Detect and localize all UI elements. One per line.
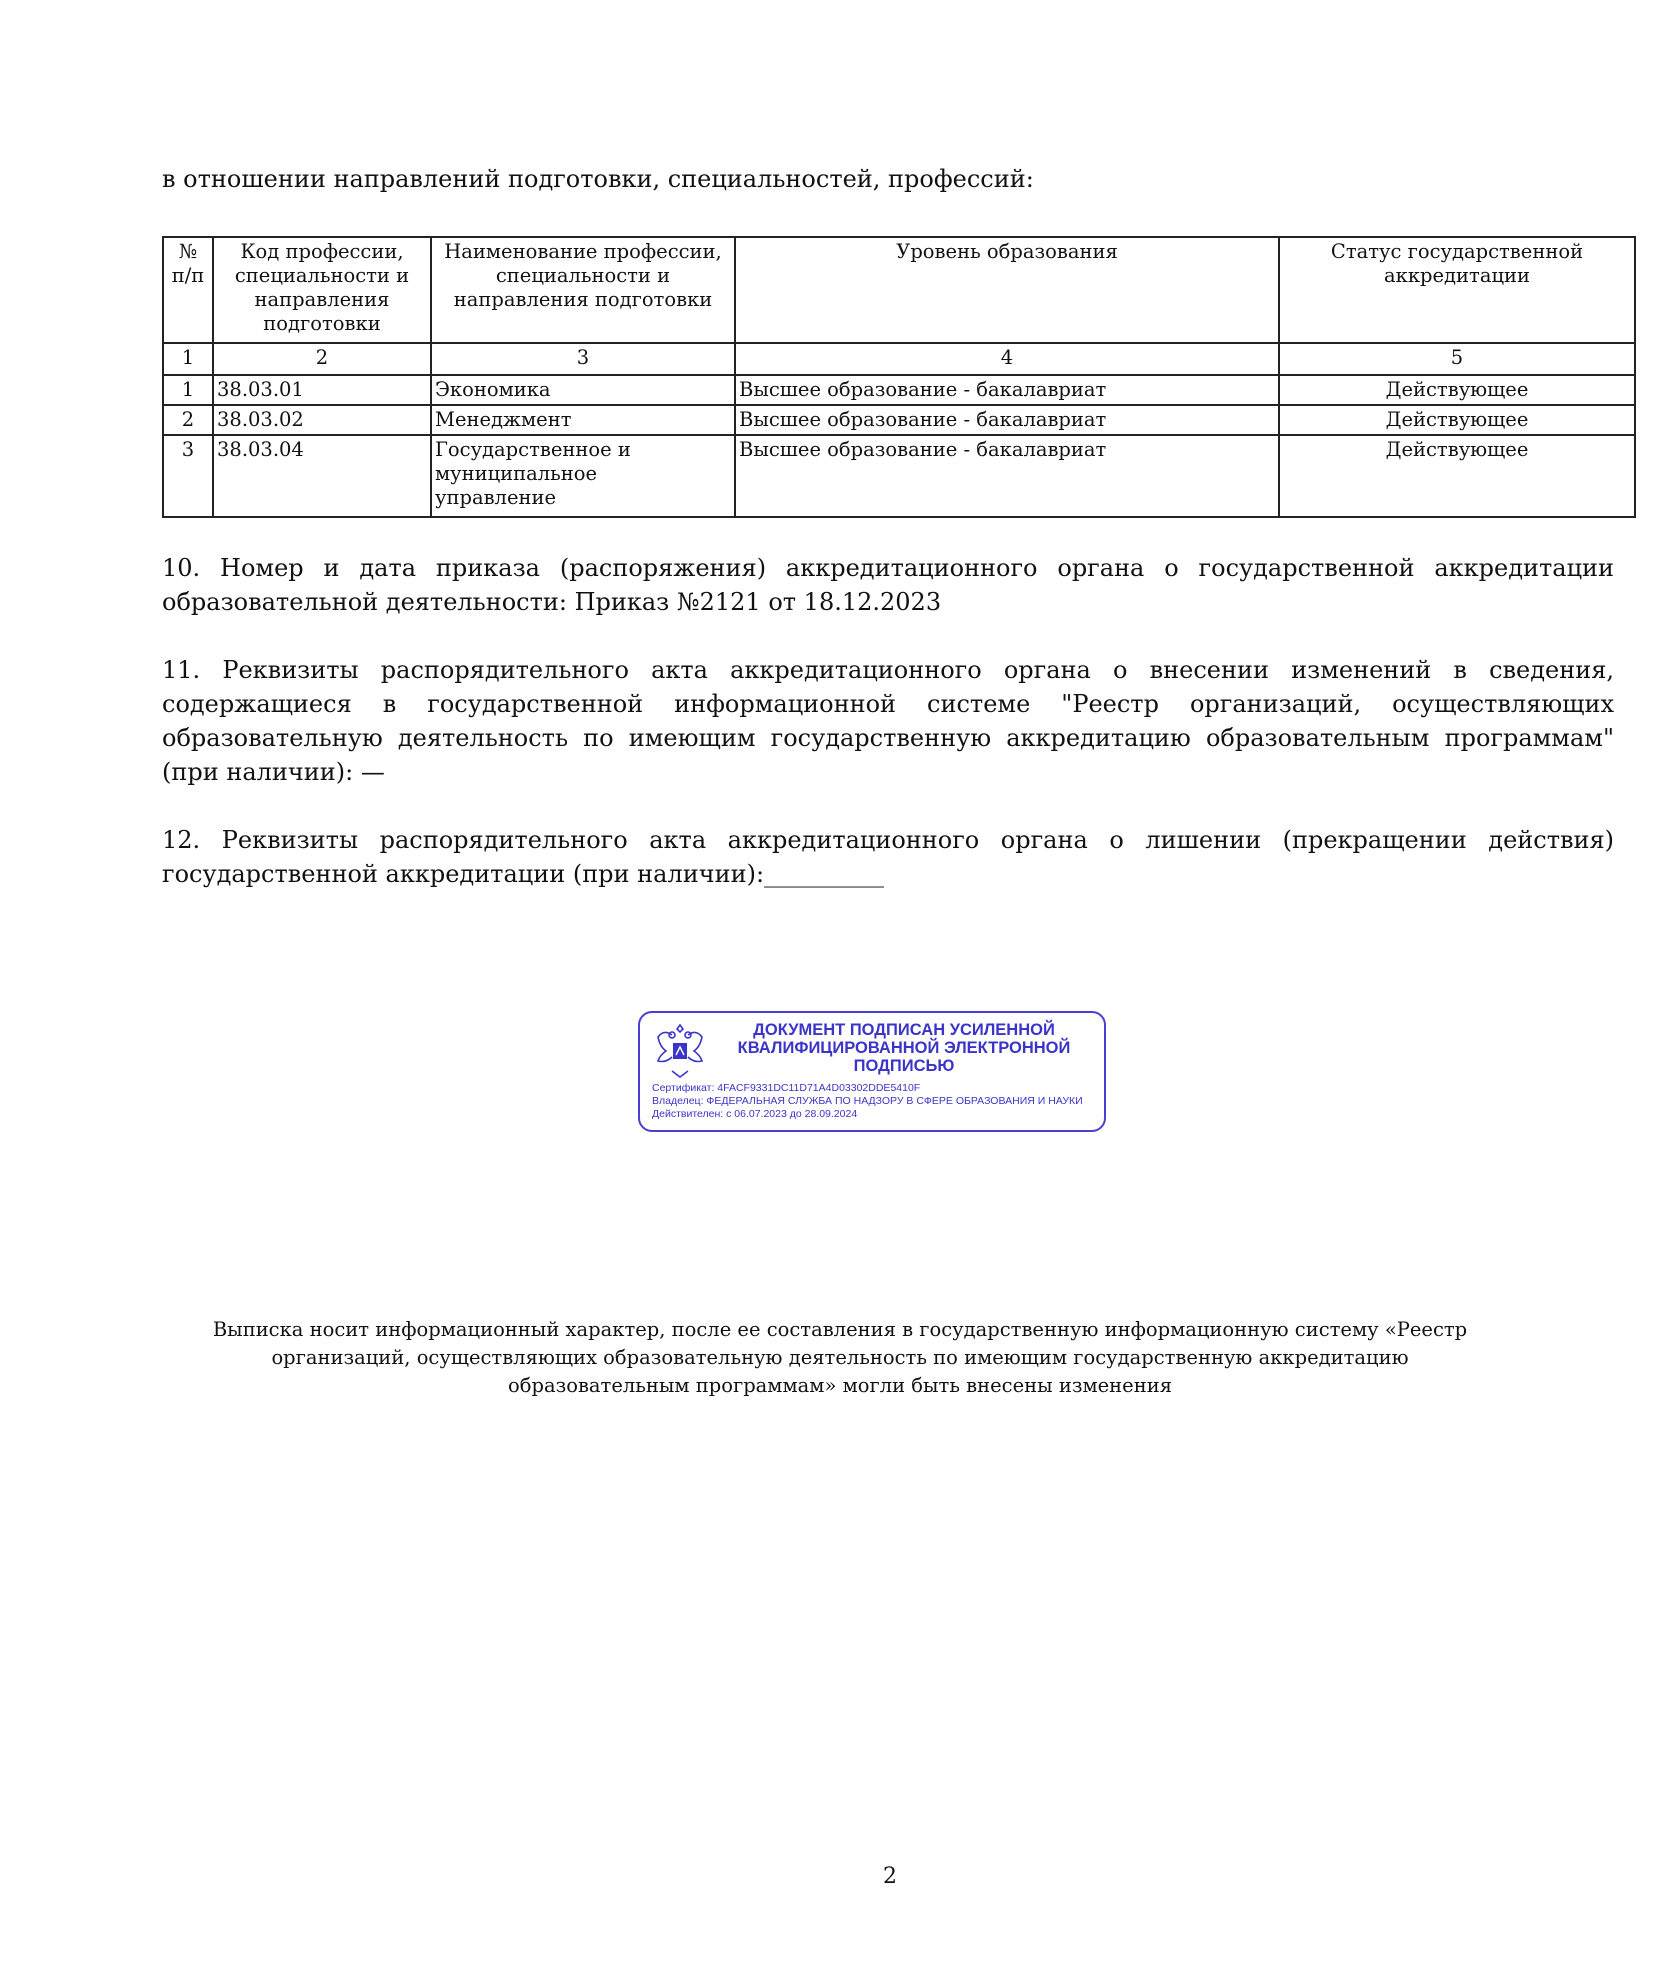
paragraph-11: 11. Реквизиты распорядительного акта аккредитационного органа о внесении изменений в сведения, содержащиеся в государственной информационной системе "Реестр организаций, осуществляющих образовательную деятельность по имеющим государственную аккредитацию образовательным программам" (при наличии): — (162, 656, 1614, 786)
header-code: Код профессии, специальности и направления подготовки (213, 237, 431, 343)
paragraph-10: 10. Номер и дата приказа (распоряжения) аккредитационного органа о государственной аккредитации образовательной деятельности: Приказ №2121 от 18.12.2023 (162, 554, 1614, 616)
header-level: Уровень образования (735, 237, 1279, 343)
coat-of-arms-icon (652, 1021, 708, 1081)
row-name: Менеджмент (431, 405, 735, 435)
stamp-validity: Действителен: с 06.07.2023 до 28.09.2024 (652, 1108, 858, 1120)
table-row (163, 435, 1635, 517)
row-name: Экономика (431, 375, 735, 405)
stamp-certificate: Сертификат: 4FACF9331DC11D71A4D03302DDE5410F (652, 1082, 921, 1094)
accreditation-table (162, 236, 1636, 518)
page-number: 2 (883, 1864, 897, 1889)
paragraph-12: 12. Реквизиты распорядительного акта аккредитационного органа о лишении (прекращении действия) государственной аккредитации (при наличии):__________ (162, 826, 1614, 888)
row-number: 2 (163, 405, 213, 435)
header-number: № п/п (163, 237, 213, 343)
row-status: Действующее (1279, 405, 1635, 435)
column-number: 1 (163, 343, 213, 375)
row-status: Действующее (1279, 435, 1635, 517)
column-number-row (163, 343, 1635, 375)
header-name: Наименование профессии, специальности и направления подготовки (431, 237, 735, 343)
row-number: 1 (163, 375, 213, 405)
row-status: Действующее (1279, 375, 1635, 405)
electronic-signature-stamp (638, 1011, 1106, 1132)
row-level: Высшее образование - бакалавриат (735, 405, 1279, 435)
row-level: Высшее образование - бакалавриат (735, 375, 1279, 405)
footer-note: Выписка носит информационный характер, после ее составления в государственную информационную систему «Реестр организаций, осуществляющих образовательную деятельность по имеющим государственную аккредитацию образовательным программам» могли быть внесены изменения (212, 1318, 1468, 1397)
row-number: 3 (163, 435, 213, 517)
column-number: 5 (1279, 343, 1635, 375)
table-header-row (163, 237, 1635, 343)
intro-text: в отношении направлений подготовки, специальностей, профессий: (162, 165, 1034, 193)
table-row (163, 405, 1635, 435)
column-number: 2 (213, 343, 431, 375)
column-number: 3 (431, 343, 735, 375)
header-status: Статус государственной аккредитации (1279, 237, 1635, 343)
table-row (163, 375, 1635, 405)
stamp-details (652, 1082, 1083, 1121)
row-name: Государственное и муниципальное управление (431, 435, 735, 517)
column-number: 4 (735, 343, 1279, 375)
row-code: 38.03.02 (213, 405, 431, 435)
row-code: 38.03.01 (213, 375, 431, 405)
row-level: Высшее образование - бакалавриат (735, 435, 1279, 517)
stamp-title: ДОКУМЕНТ ПОДПИСАН УСИЛЕННОЙ КВАЛИФИЦИРОВАННОЙ ЭЛЕКТРОННОЙ ПОДПИСЬЮ (737, 1021, 1071, 1075)
row-code: 38.03.04 (213, 435, 431, 517)
stamp-owner: Владелец: ФЕДЕРАЛЬНАЯ СЛУЖБА ПО НАДЗОРУ В СФЕРЕ ОБРАЗОВАНИЯ И НАУКИ (652, 1095, 1083, 1107)
